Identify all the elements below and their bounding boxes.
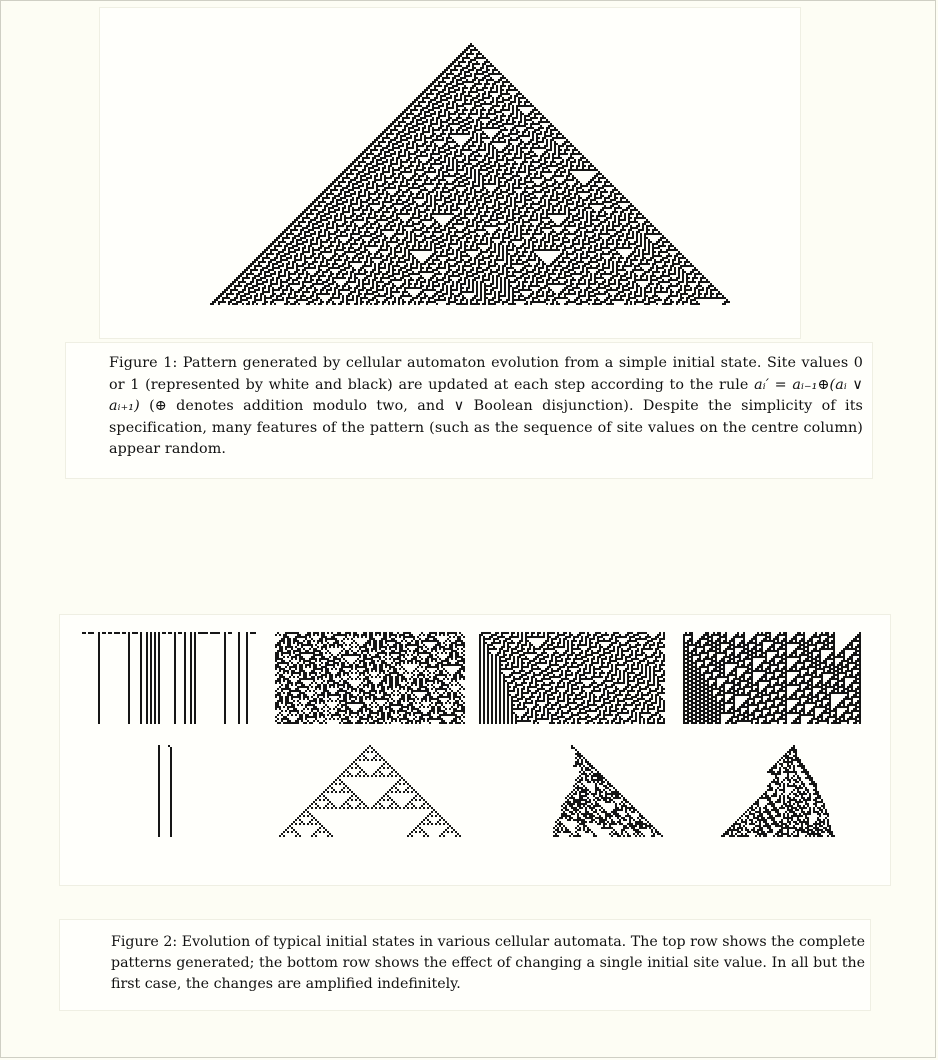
figure2-caption (111, 932, 865, 995)
figure2-panel-top-2 (275, 632, 465, 724)
figure2-panel-bottom-1 (78, 745, 258, 837)
figure2-panel-top-1 (78, 632, 258, 724)
figure2-panel-top-4 (683, 632, 869, 724)
figure2-panel-bottom-2 (275, 745, 465, 837)
figure1-rule-formula: aᵢ′ = aᵢ₋₁⊕(aᵢ ∨ aᵢ₊₁) (109, 376, 863, 415)
figure2-panel-bottom-3 (479, 745, 665, 837)
figure2-panel-top-3 (479, 632, 665, 724)
figure2-text: Evolution of typical initial states in various cellular automata. The top row shows the complete patterns generated; the bottom row shows the effect of changing a single initial site value. In all but the first case, the changes are amplified indefinitely. (111, 934, 865, 992)
figure1-text-intro: Pattern generated by cellular automaton evolution from a simple initial state. Site values 0 or 1 (represented by white and black) are updated at each step according to the rule (109, 355, 863, 393)
figure1-caption (109, 353, 863, 461)
figure2-panel-bottom-4 (683, 745, 869, 837)
figure1-rule30-pattern (210, 43, 730, 305)
figure2-label: Figure 2: (111, 934, 178, 950)
figure1-text-rest: (⊕ denotes addition modulo two, and ∨ Boolean disjunction). Despite the simplicity of its specification, many features of the pattern (such as the sequence of site values on the centre column) appear random. (109, 398, 863, 458)
figure1-label: Figure 1: (109, 355, 178, 371)
